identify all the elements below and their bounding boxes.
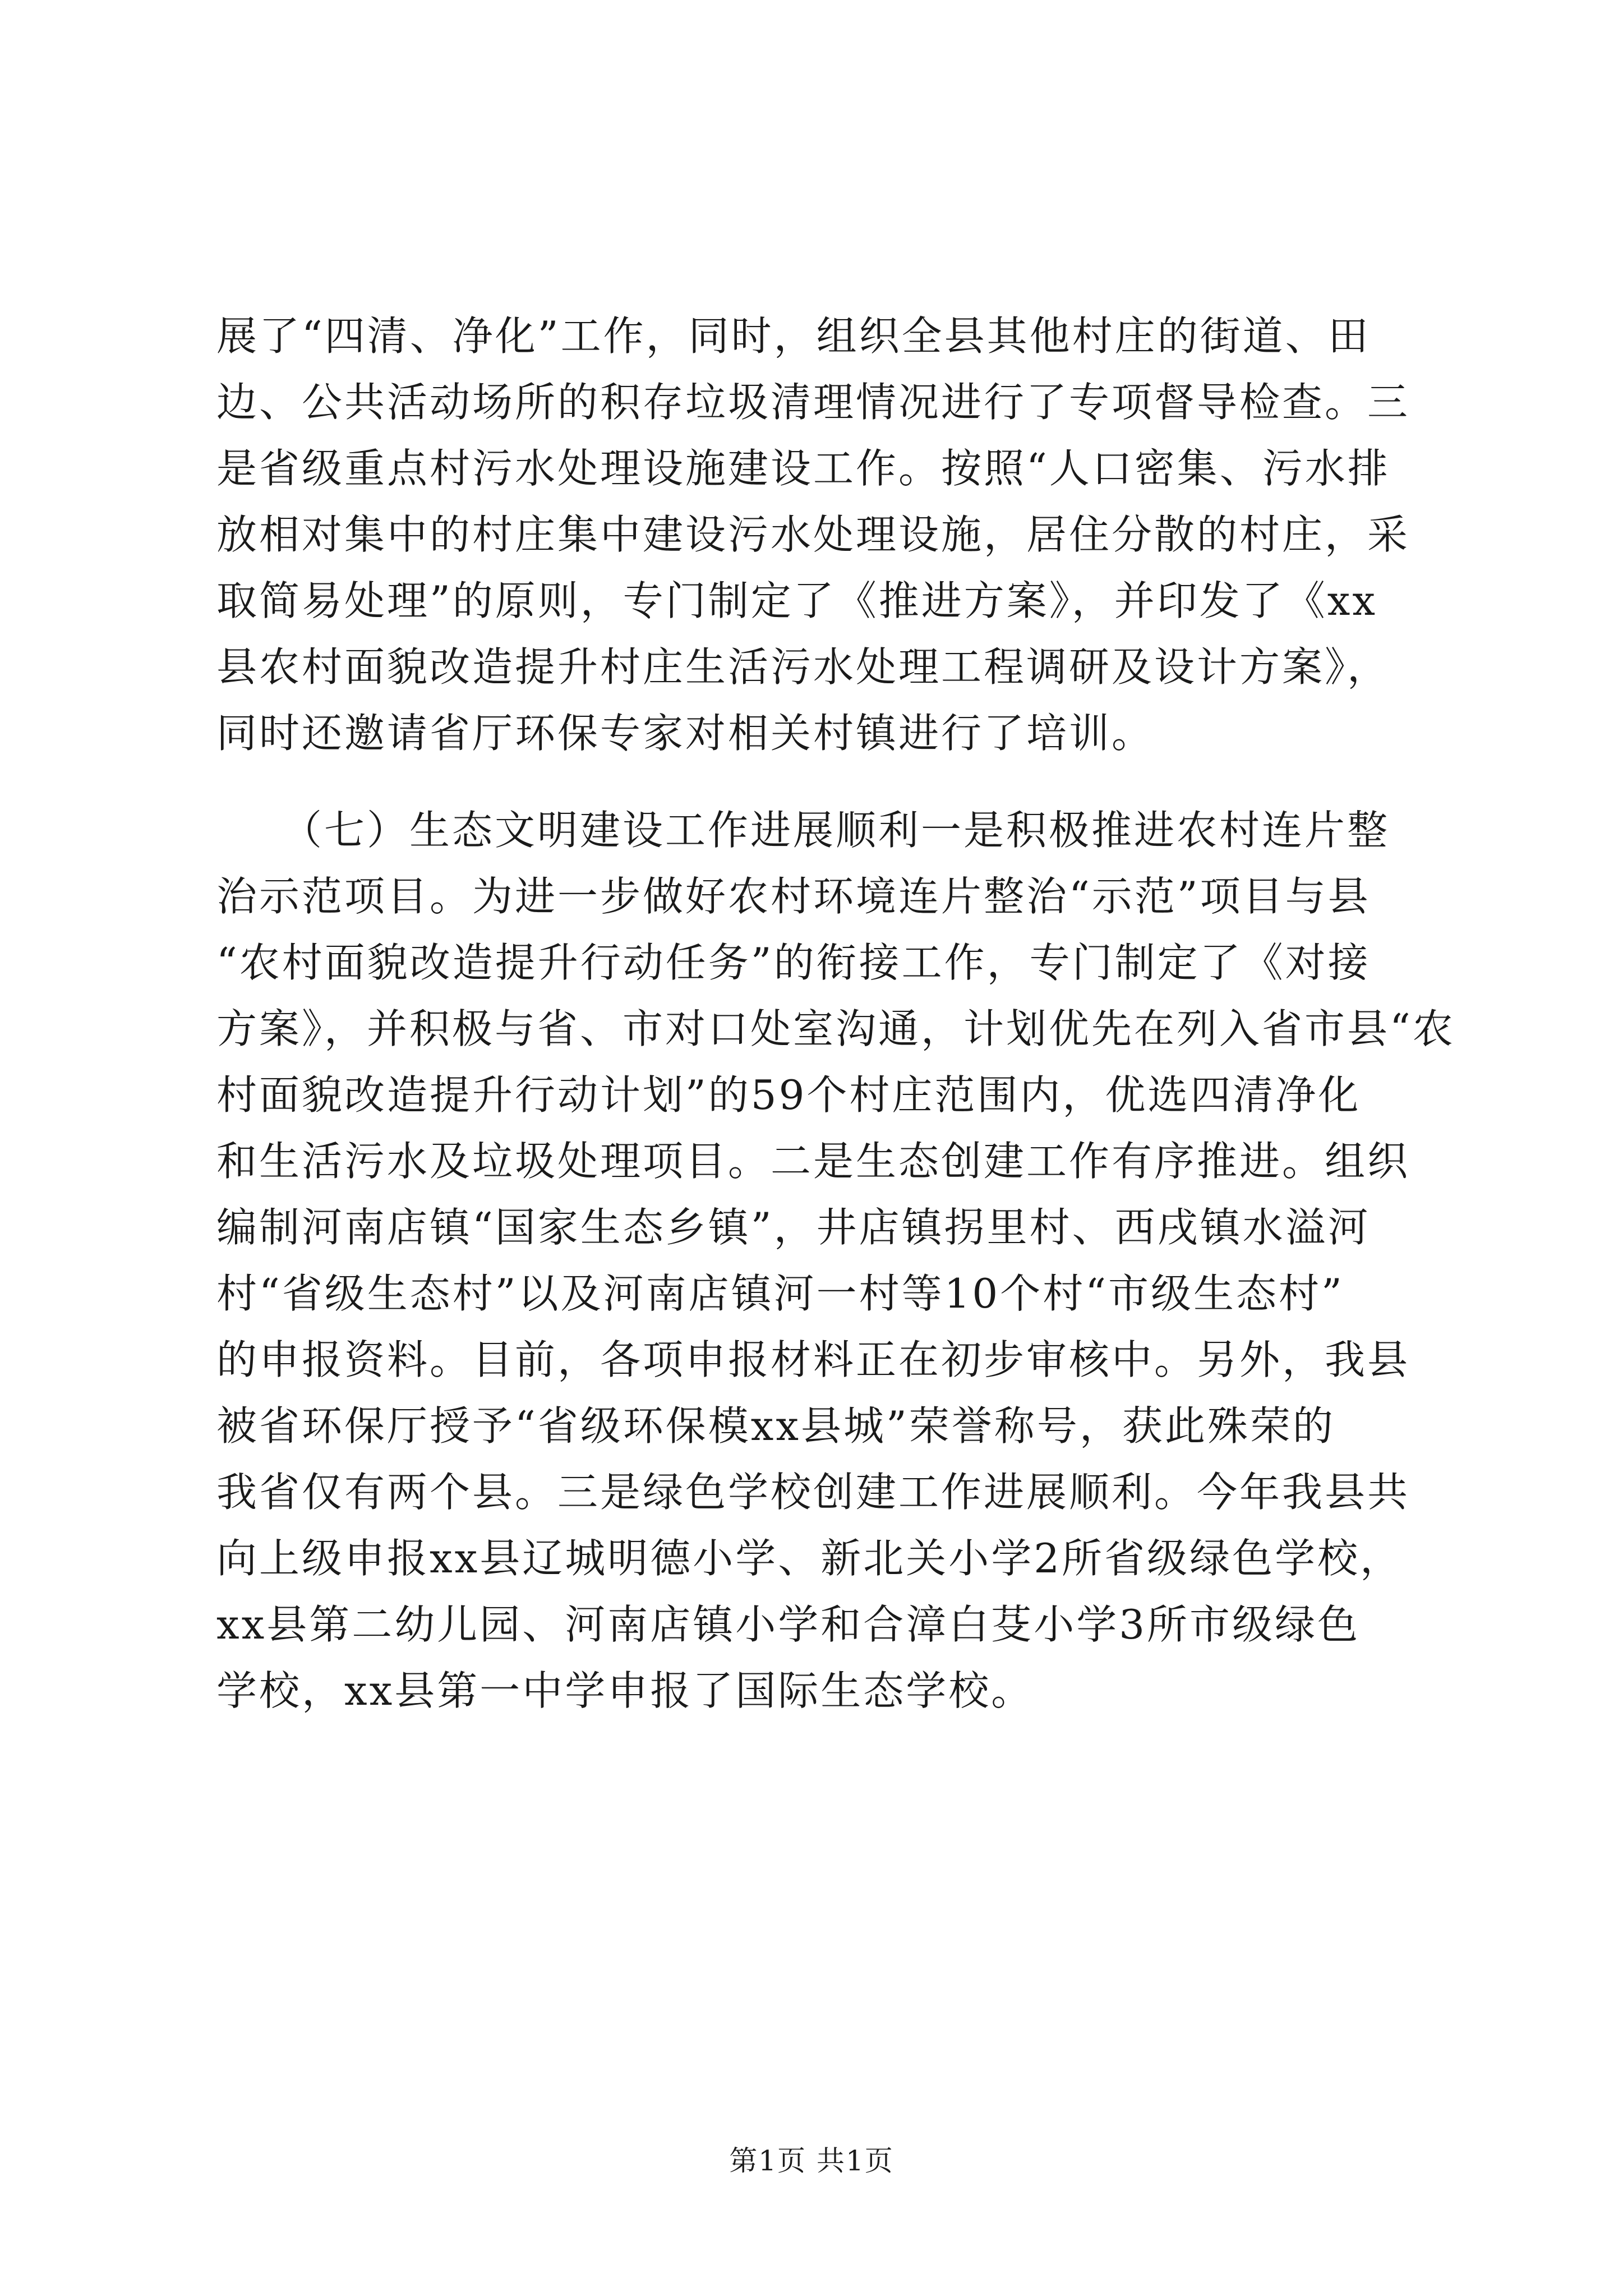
text-line: 村“省级生态村”以及河南店镇河一村等10个村“市级生态村” — [216, 1270, 1344, 1317]
text-line: 的申报资料。目前，各项申报材料正在初步审核中。另外，我县 — [216, 1336, 1410, 1383]
document-body — [216, 303, 1455, 1724]
text-line: 同时还邀请省厅环保专家对相关村镇进行了培训。 — [216, 710, 1155, 757]
text-line: 方案》，并积极与省、市对口处室沟通，计划优先在列入省市县“农 — [216, 1005, 1455, 1052]
text-line: （七）生态文明建设工作进展顺利一是积极推进农村连片整 — [216, 807, 1390, 854]
text-line: 村面貌改造提升行动计划”的59个村庄范围内，优选四清净化 — [216, 1071, 1361, 1119]
text-line: 和生活污水及垃圾处理项目。二是生态创建工作有序推进。组织 — [216, 1138, 1410, 1185]
text-line: “农村面貌改造提升行动任务”的衔接工作，专门制定了《对接 — [216, 939, 1371, 986]
text-line: 县农村面貌改造提升村庄生活污水处理工程调研及设计方案》， — [216, 643, 1390, 691]
text-line: 编制河南店镇“国家生态乡镇”，井店镇拐里村、西戌镇水溢河 — [216, 1204, 1371, 1251]
text-line: 治示范项目。为进一步做好农村环境连片整治“示范”项目与县 — [216, 873, 1371, 920]
text-line: 边、公共活动场所的积存垃圾清理情况进行了专项督导检查。三 — [216, 379, 1410, 426]
text-line: 是省级重点村污水处理设施建设工作。按照“人口密集、污水排 — [216, 445, 1390, 492]
paragraph-2 — [216, 797, 1455, 1724]
paragraph-1 — [216, 303, 1428, 766]
page-number-label: 第1页 共1页 — [729, 2145, 894, 2177]
text-line: 放相对集中的村庄集中建设污水处理设施，居住分散的村庄，采 — [216, 511, 1410, 558]
text-line: 取简易处理”的原则，专门制定了《推进方案》，并印发了《xx — [216, 577, 1378, 624]
text-line: 展了“四清、净化”工作，同时，组织全县其他村庄的街道、田 — [216, 312, 1371, 360]
text-line: xx县第二幼儿园、河南店镇小学和合漳白芟小学3所市级绿色 — [216, 1601, 1361, 1648]
text-line: 学校，xx县第一中学申报了国际生态学校。 — [216, 1667, 1034, 1714]
text-line: 我省仅有两个县。三是绿色学校创建工作进展顺利。今年我县共 — [216, 1469, 1410, 1516]
page-footer — [0, 2138, 1623, 2179]
paragraph-gap — [216, 766, 1428, 797]
text-line: 被省环保厅授予“省级环保模xx县城”荣誉称号，获此殊荣的 — [216, 1402, 1335, 1450]
text-line: 向上级申报xx县辽城明德小学、新北关小学2所省级绿色学校， — [216, 1535, 1403, 1582]
